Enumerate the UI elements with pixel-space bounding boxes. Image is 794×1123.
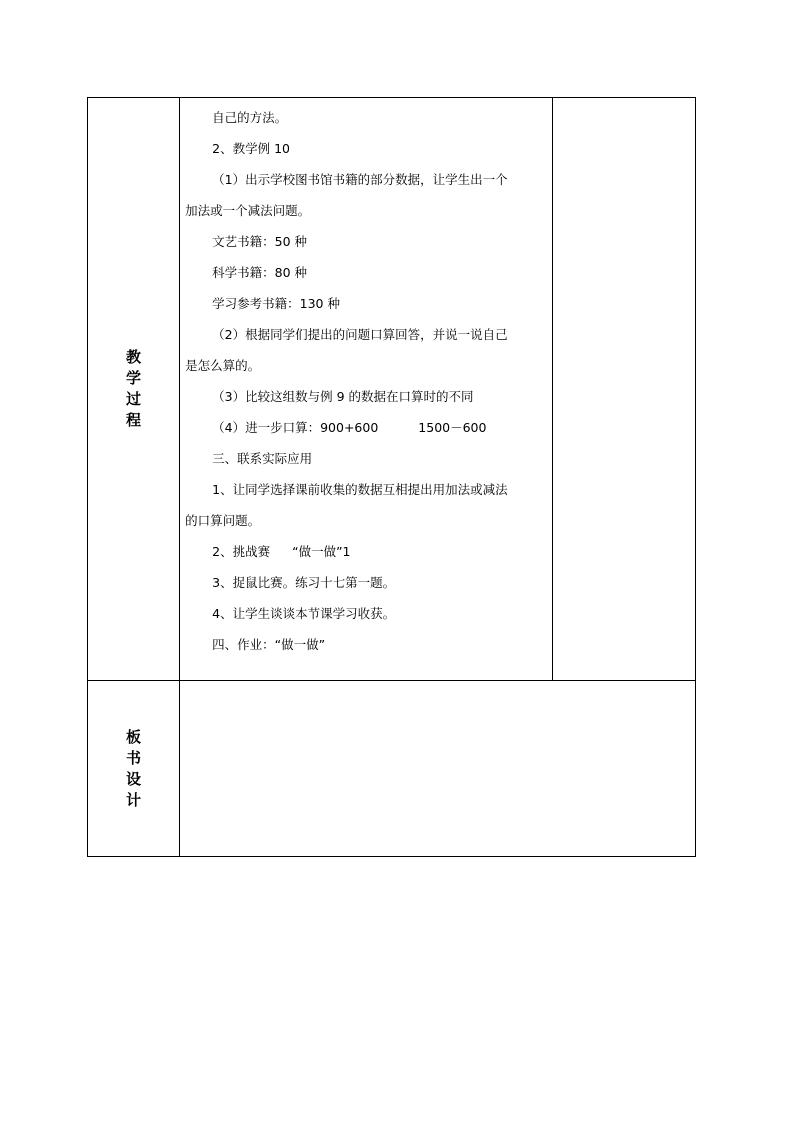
process-line: 1、让同学选择课前收集的数据互相提出用加法或减法 bbox=[212, 482, 508, 497]
board-design-label-cell bbox=[88, 681, 180, 857]
process-line: 3、捉鼠比赛。练习十七第一题。 bbox=[212, 575, 396, 590]
process-line: 是怎么算的。 bbox=[185, 358, 261, 373]
teaching-process-content-cell bbox=[180, 98, 553, 681]
process-line: 学习参考书籍：130 种 bbox=[212, 296, 340, 311]
board-design-content-cell bbox=[180, 681, 696, 857]
process-line bbox=[185, 412, 544, 443]
process-line: 文艺书籍：50 种 bbox=[212, 234, 308, 249]
process-line: 四、作业：“做一做” bbox=[212, 637, 326, 652]
notes-cell bbox=[552, 98, 695, 681]
teaching-process-label: 教学过程 bbox=[126, 348, 142, 429]
challenge-label: 2、挑战赛 bbox=[212, 544, 271, 559]
process-line: 4、让学生谈谈本节课学习收获。 bbox=[212, 606, 396, 621]
board-design-label: 板书设计 bbox=[126, 727, 142, 809]
process-line: 加法或一个减法问题。 bbox=[185, 203, 311, 218]
board-design-row bbox=[88, 681, 696, 857]
teaching-process-label-cell bbox=[88, 98, 180, 681]
process-line: 的口算问题。 bbox=[185, 513, 261, 528]
process-line bbox=[185, 536, 544, 567]
process-line: 2、教学例 10 bbox=[212, 141, 290, 156]
process-line: 自己的方法。 bbox=[212, 110, 288, 125]
process-line: （3）比较这组数与例 9 的数据在口算时的不同 bbox=[212, 389, 474, 404]
oral-calc-b: 1500－600 bbox=[418, 420, 487, 435]
lesson-plan-table bbox=[87, 97, 696, 857]
oral-calc-a: （4）进一步口算：900+600 bbox=[212, 420, 379, 435]
teaching-process-content bbox=[180, 98, 552, 660]
process-line: 三、联系实际应用 bbox=[212, 451, 313, 466]
teaching-process-row bbox=[88, 98, 696, 681]
process-line: （2）根据同学们提出的问题口算回答，并说一说自己 bbox=[212, 327, 508, 342]
process-line: （1）出示学校图书馆书籍的部分数据，让学生出一个 bbox=[212, 172, 508, 187]
challenge-task: “做一做”1 bbox=[292, 544, 351, 559]
process-line: 科学书籍：80 种 bbox=[212, 265, 308, 280]
